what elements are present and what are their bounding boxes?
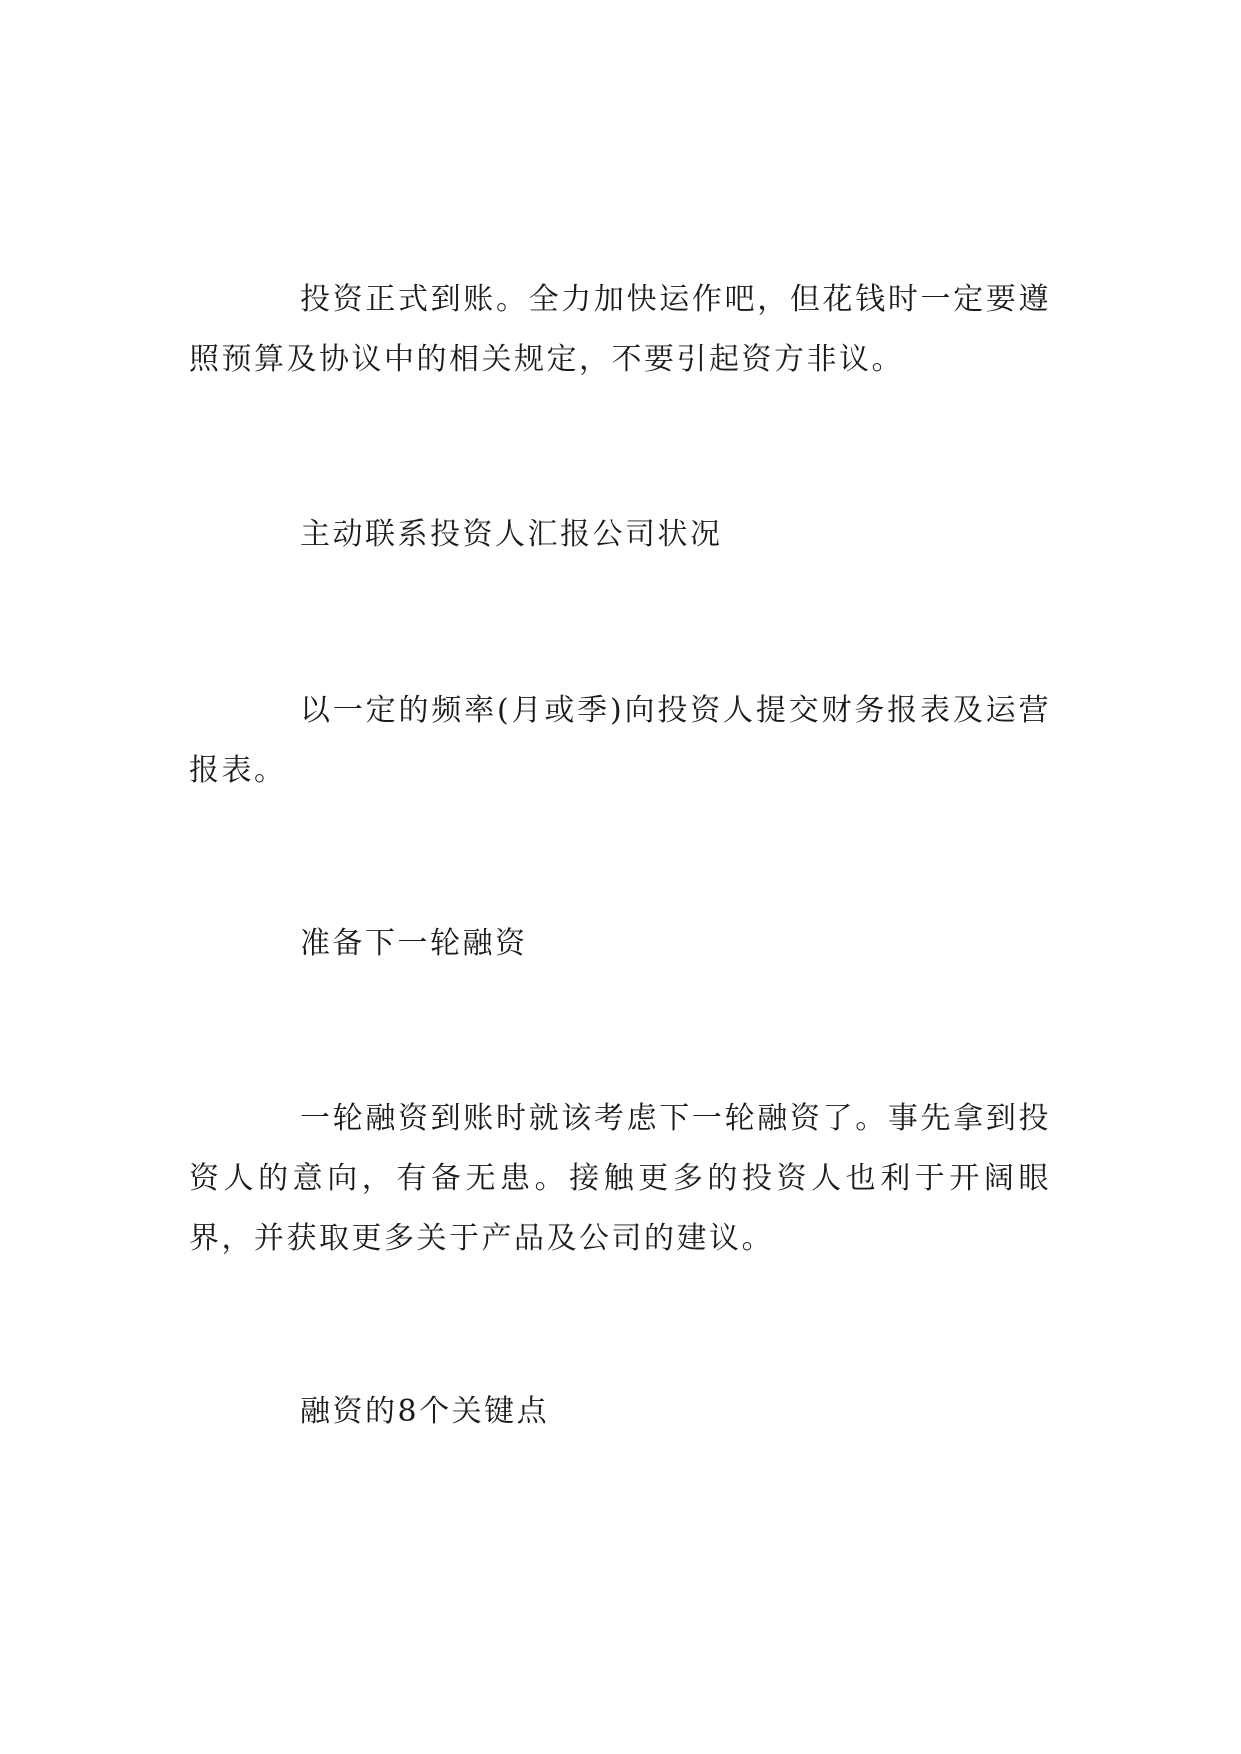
paragraph-next-round-details: 一轮融资到账时就该考虑下一轮融资了。事先拿到投资人的意向，有备无患。接触更多的投资人也利于开阔眼界，并获取更多关于产品及公司的建议。 [189,1101,1051,1256]
heading-next-round: 准备下一轮融资 [300,926,528,961]
paragraph-submit-reports: 以一定的频率(月或季)向投资人提交财务报表及运营报表。 [189,693,1051,788]
heading-report-to-investors: 主动联系投资人汇报公司状况 [300,517,723,552]
heading-eight-key-points: 融资的8个关键点 [300,1394,550,1429]
paragraph-investment-arrival: 投资正式到账。全力加快运作吧，但花钱时一定要遵照预算及协议中的相关规定，不要引起资方非议。 [189,282,1051,377]
